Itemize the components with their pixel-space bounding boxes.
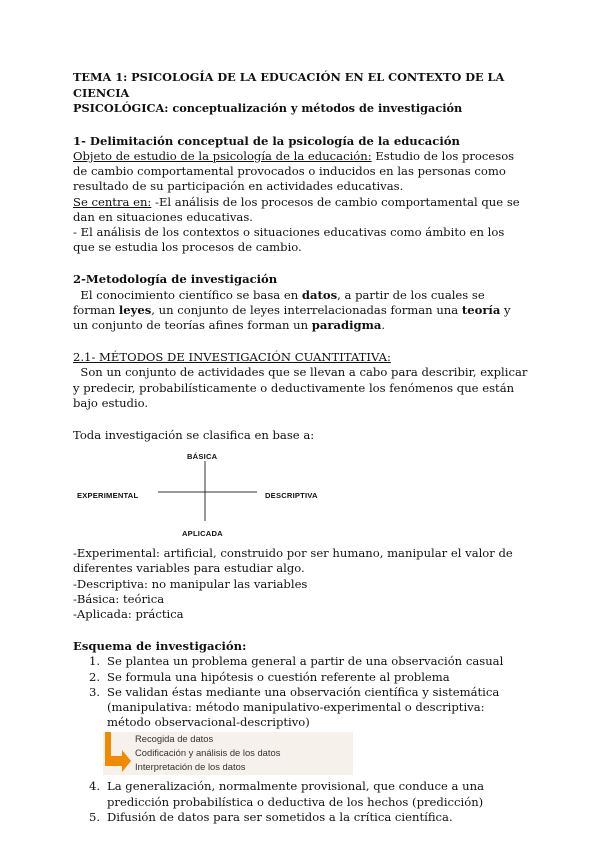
section-2-heading: 2-Metodología de investigación — [73, 272, 278, 287]
classification-diagram — [73, 447, 528, 537]
list-item: 2. Se formula una hipótesis o cuestión referente al problema — [89, 669, 450, 684]
arrow-icon — [105, 732, 135, 775]
object-label: Objeto de estudio de la psicología de la educación: — [73, 148, 372, 163]
label-aplicada: APLICADA — [182, 529, 223, 539]
label-basica: BÁSICA — [187, 452, 218, 462]
focus-text: -El análisis de los procesos de cambio comportamental que se dan en situaciones educativas. — [73, 194, 520, 224]
scheme-heading: Esquema de investigación: — [73, 639, 247, 654]
classification-intro: Toda investigación se clasifica en base a: — [73, 428, 315, 443]
term-teoria: teoría — [461, 302, 501, 317]
document-page — [73, 70, 528, 825]
title-line-2: PSICOLÓGICA: conceptualización y métodos de investigación — [73, 101, 463, 116]
scheme-list-continued — [73, 779, 528, 825]
doc-title — [73, 70, 528, 117]
list-item: 5. Difusión de datos para ser sometidos a la crítica científica. — [89, 809, 453, 824]
figure-row-1: Recogida de datos — [135, 733, 214, 745]
list-item: 4. La generalización, normalmente provisional, que conduce a una predicción probabilística o deductiva de los hechos (predicción) — [89, 779, 484, 809]
methods-paragraph: Son un conjunto de actividades que se llevan a cabo para describir, explicar y predecir, probabilísticamente o deductivamente los fenómenos que están bajo estudio. — [73, 365, 528, 410]
section-1-heading: 1- Delimitación conceptual de la psicología de la educación — [73, 133, 460, 148]
data-steps-figure — [103, 732, 353, 775]
label-experimental: EXPERIMENTAL — [77, 491, 139, 501]
focus-paragraph — [73, 195, 528, 225]
class-item-descriptiva: -Descriptiva: no manipular las variables — [73, 576, 308, 591]
focus-paragraph-2: - El análisis de los contextos o situaciones educativas como ámbito en los que se estudia los procesos de cambio. — [73, 225, 505, 255]
label-descriptiva: DESCRIPTIVA — [265, 491, 318, 501]
figure-row-3: Interpretación de los datos — [135, 761, 246, 773]
class-item-basica: -Básica: teórica — [73, 591, 165, 606]
object-paragraph — [73, 149, 528, 195]
scheme-list — [73, 654, 528, 730]
term-paradigma: paradigma — [311, 318, 382, 333]
class-item-aplicada: -Aplicada: práctica — [73, 607, 184, 622]
object-text: Estudio de los procesos de cambio comportamental provocados o inducidos en las personas como resultado de su participación en actividades educativas. — [73, 148, 515, 194]
term-datos: datos — [301, 287, 338, 302]
class-item-experimental: -Experimental: artificial, construido por ser humano, manipular el valor de diferentes variables para estudiar algo. — [73, 546, 513, 576]
list-item: 3. Se validan éstas mediante una observación científica y sistemática (manipulativa: método manipulativo-experimental o descriptiva: método observacional-descriptivo) — [89, 684, 500, 730]
knowledge-paragraph: El conocimiento científico se basa en datos, a partir de los cuales se forman leyes, un conjunto de leyes interrelacionadas forman una teoría y un conjunto de teorías afines forman un paradigma. — [73, 287, 511, 333]
title-line-1: TEMA 1: PSICOLOGÍA DE LA EDUCACIÓN EN EL CONTEXTO DE LA CIENCIA — [73, 70, 505, 100]
term-leyes: leyes — [118, 302, 152, 317]
figure-row-2: Codificación y análisis de los datos — [135, 747, 281, 759]
focus-label: Se centra en: — [73, 194, 152, 209]
list-item: 1. Se plantea un problema general a partir de una observación casual — [89, 654, 504, 669]
section-2-1-heading: 2.1- MÉTODOS DE INVESTIGACIÓN CUANTITATIVA: — [73, 350, 391, 365]
